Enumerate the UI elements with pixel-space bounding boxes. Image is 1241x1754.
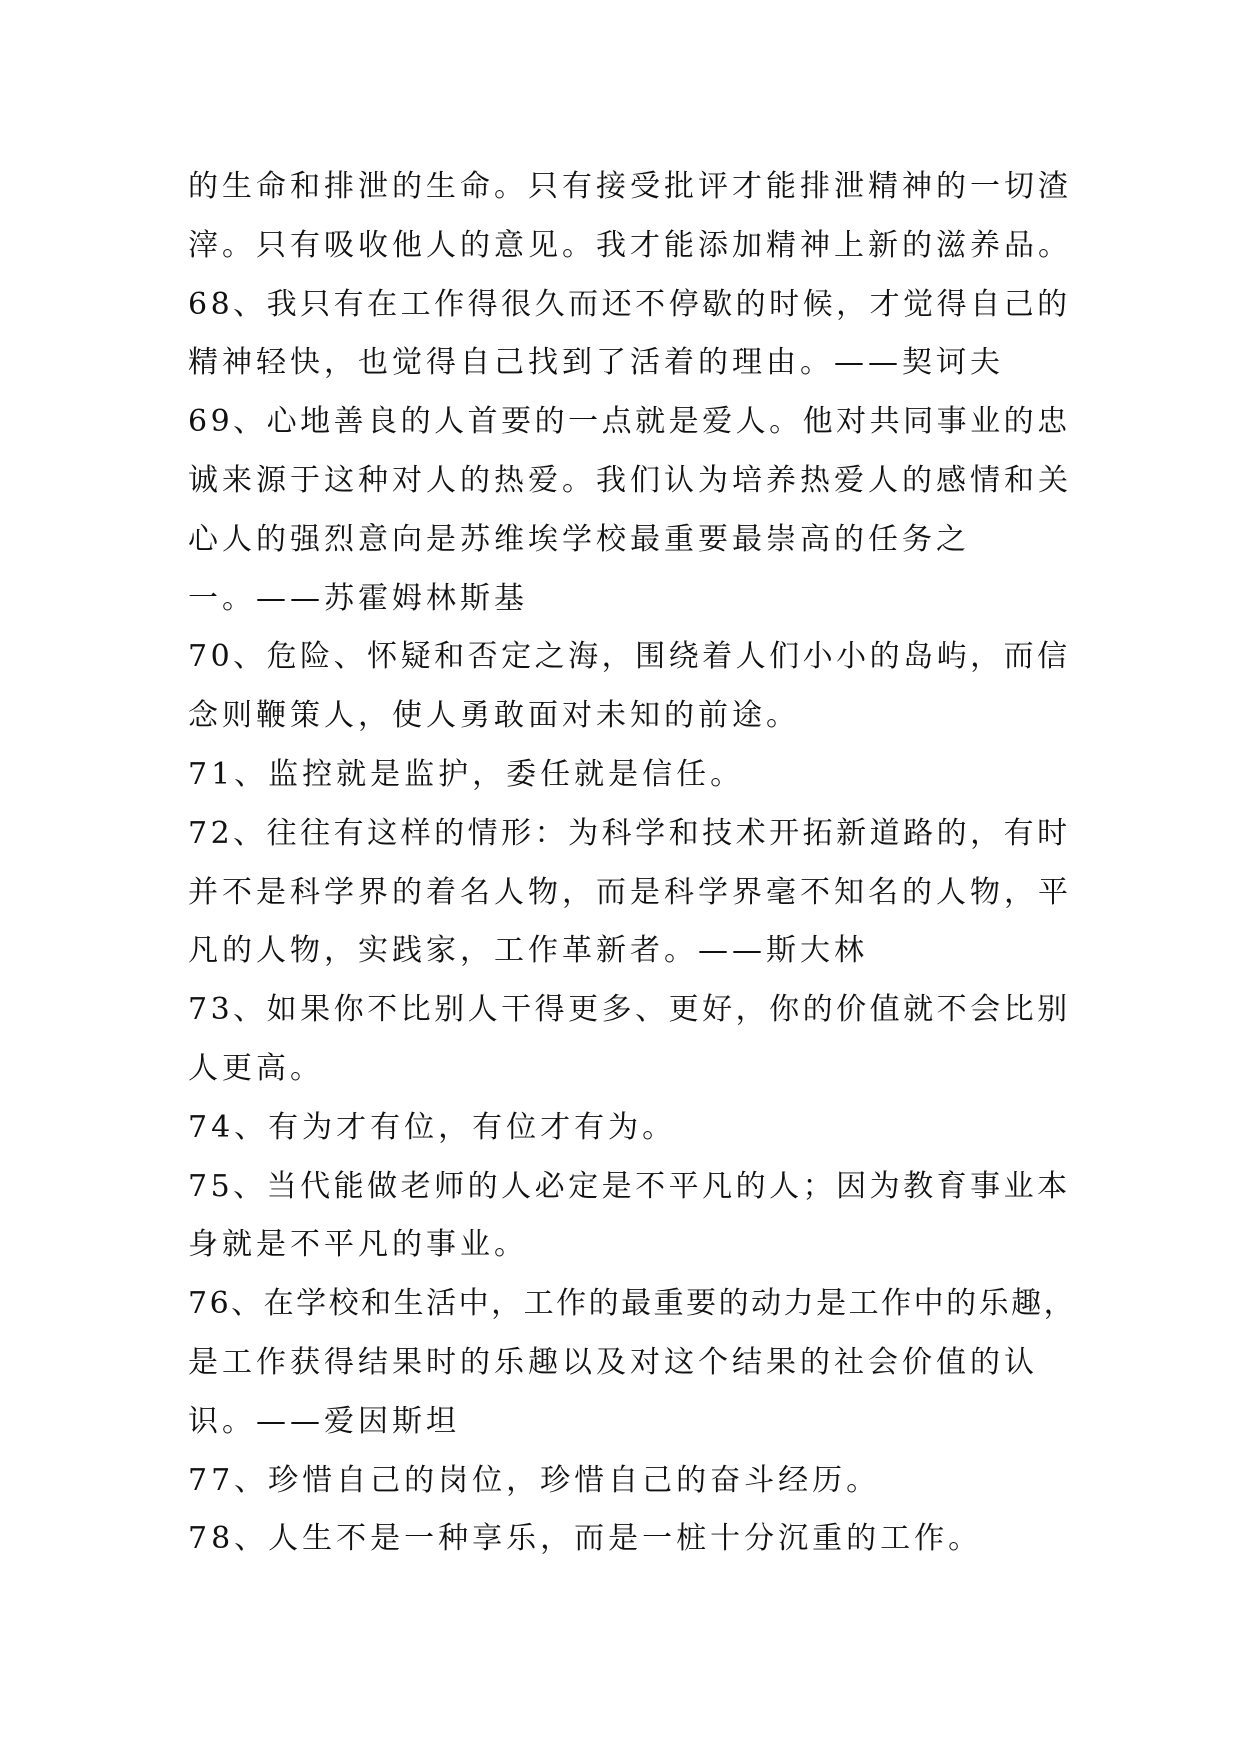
text-line: 74、有为才有位，有位才有为。	[188, 1109, 677, 1145]
text-line: 念则鞭策人，使人勇敢面对未知的前途。	[188, 698, 800, 734]
text-line: 身就是不平凡的事业。	[188, 1227, 528, 1263]
text-line: 一。——苏霍姆林斯基	[188, 580, 528, 616]
text-line: 识。——爱因斯坦	[188, 1403, 460, 1439]
text-line: 的生命和排泄的生命。只有接受批评才能排泄精神的一切渣	[188, 169, 1072, 204]
text-line: 70、危险、怀疑和否定之海，围绕着人们小小的岛屿，而信	[188, 639, 1071, 675]
text-line: 人更高。	[188, 1050, 324, 1086]
text-line: 心人的强烈意向是苏维埃学校最重要最崇高的任务之	[188, 521, 970, 557]
text-line: 68、我只有在工作得很久而还不停歇的时候，才觉得自己的	[188, 286, 1071, 322]
document-body	[188, 158, 1078, 1569]
text-line: 72、往往有这样的情形：为科学和技术开拓新道路的，有时	[188, 815, 1071, 851]
text-line: 是工作获得结果时的乐趣以及对这个结果的社会价值的认	[188, 1344, 1038, 1380]
text-line: 凡的人物，实践家，工作革新者。——斯大林	[188, 933, 868, 969]
text-line: 并不是科学界的着名人物，而是科学界毫不知名的人物，平	[188, 874, 1072, 910]
text-line: 77、珍惜自己的岗位，珍惜自己的奋斗经历。	[188, 1462, 881, 1498]
text-line: 78、人生不是一种享乐，而是一桩十分沉重的工作。	[188, 1521, 983, 1557]
text-line: 诚来源于这种对人的热爱。我们认为培养热爱人的感情和关	[188, 462, 1072, 498]
text-line: 71、监控就是监护，委任就是信任。	[188, 756, 745, 792]
text-line: 75、当代能做老师的人必定是不平凡的人；因为教育事业本	[188, 1168, 1071, 1204]
text-line: 76、在学校和生活中，工作的最重要的动力是工作中的乐趣，	[188, 1286, 1077, 1322]
text-line: 精神轻快，也觉得自己找到了活着的理由。——契诃夫	[188, 345, 1004, 381]
text-line: 滓。只有吸收他人的意见。我才能添加精神上新的滋养品。	[188, 227, 1072, 263]
text-line: 73、如果你不比别人干得更多、更好，你的价值就不会比别	[188, 992, 1071, 1028]
text-line: 69、心地善良的人首要的一点就是爱人。他对共同事业的忠	[188, 404, 1071, 440]
